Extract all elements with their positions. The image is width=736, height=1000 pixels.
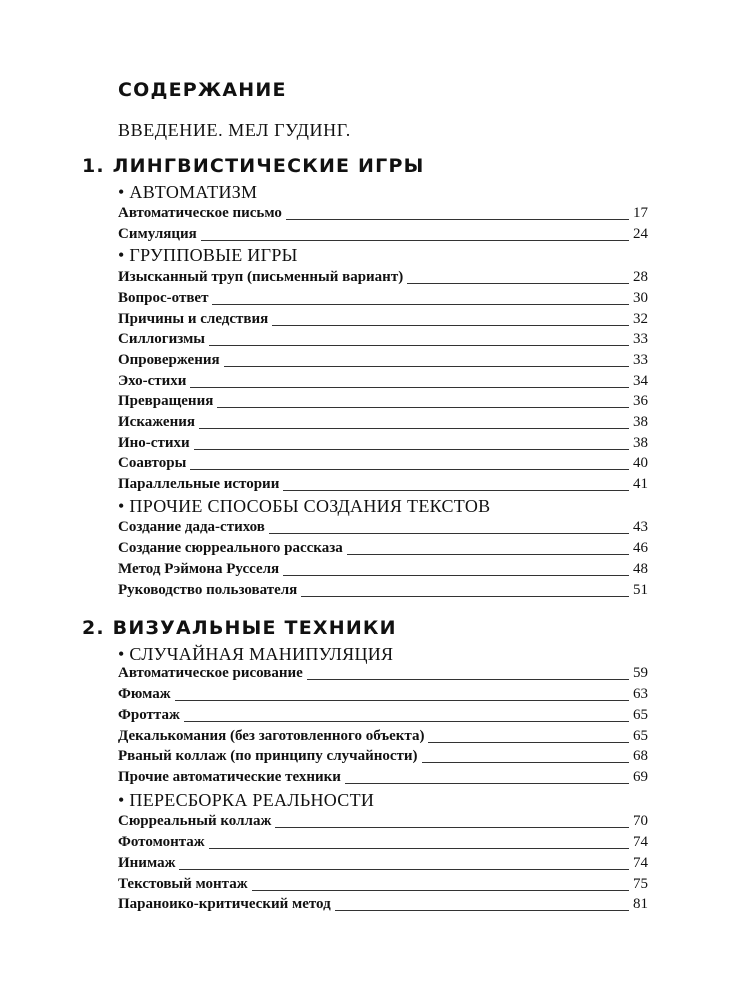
dot-leader bbox=[301, 596, 629, 597]
dot-leader bbox=[407, 283, 629, 284]
entry-label: Параноико-критический метод bbox=[118, 896, 331, 912]
entry-page-number: 65 bbox=[633, 728, 648, 744]
entry-page-number: 41 bbox=[633, 476, 648, 492]
dot-leader bbox=[190, 469, 629, 470]
entry-page-number: 30 bbox=[633, 290, 648, 306]
entry-page-number: 65 bbox=[633, 707, 648, 723]
dot-leader bbox=[428, 742, 629, 743]
dot-leader bbox=[201, 240, 629, 241]
toc-entry bbox=[118, 393, 648, 413]
entry-label: Силлогизмы bbox=[118, 331, 206, 347]
section-title: 2. ВИЗУАЛЬНЫЕ ТЕХНИКИ bbox=[82, 617, 397, 639]
entry-label: Изысканный труп (письменный вариант) bbox=[118, 269, 404, 285]
entry-label: Руководство пользователя bbox=[118, 582, 298, 598]
entry-page-number: 33 bbox=[633, 331, 648, 347]
toc-entry bbox=[118, 686, 648, 706]
toc-entry bbox=[118, 896, 648, 916]
dot-leader bbox=[283, 575, 629, 576]
toc-entry bbox=[118, 435, 648, 455]
entry-page-number: 46 bbox=[633, 540, 648, 556]
entry-label: Фюмаж bbox=[118, 686, 171, 702]
dot-leader bbox=[307, 679, 629, 680]
entry-label: Метод Рэймона Русселя bbox=[118, 561, 280, 577]
entry-page-number: 17 bbox=[633, 205, 648, 221]
dot-leader bbox=[199, 428, 629, 429]
dot-leader bbox=[422, 762, 629, 763]
entry-page-number: 40 bbox=[633, 455, 648, 471]
entry-label: Опровержения bbox=[118, 352, 220, 368]
dot-leader bbox=[217, 407, 629, 408]
toc-entry bbox=[118, 331, 648, 351]
entry-label: Автоматическое письмо bbox=[118, 205, 282, 221]
dot-leader bbox=[190, 387, 629, 388]
toc-entry bbox=[118, 813, 648, 833]
dot-leader bbox=[224, 366, 629, 367]
toc-entry bbox=[118, 582, 648, 602]
toc-entry bbox=[118, 205, 648, 225]
dot-leader bbox=[275, 827, 629, 828]
entry-page-number: 24 bbox=[633, 226, 648, 242]
dot-leader bbox=[179, 869, 629, 870]
dot-leader bbox=[252, 890, 629, 891]
toc-entry bbox=[118, 728, 648, 748]
entry-label: Автоматическое рисование bbox=[118, 665, 303, 681]
entry-label: Вопрос-ответ bbox=[118, 290, 209, 306]
subsection-title: • ПЕРЕСБОРКА РЕАЛЬНОСТИ bbox=[118, 790, 375, 810]
toc-entry bbox=[118, 290, 648, 310]
entry-page-number: 38 bbox=[633, 414, 648, 430]
toc-entry bbox=[118, 748, 648, 768]
section-title: 1. ЛИНГВИСТИЧЕСКИЕ ИГРЫ bbox=[82, 155, 425, 177]
toc-entry bbox=[118, 665, 648, 685]
toc-entry bbox=[118, 519, 648, 539]
toc-entry bbox=[118, 855, 648, 875]
subsection-title: • АВТОМАТИЗМ bbox=[118, 182, 258, 202]
entry-page-number: 51 bbox=[633, 582, 648, 598]
entry-page-number: 38 bbox=[633, 435, 648, 451]
dot-leader bbox=[184, 721, 629, 722]
toc-entry bbox=[118, 373, 648, 393]
entry-page-number: 33 bbox=[633, 352, 648, 368]
entry-label: Создание сюрреального рассказа bbox=[118, 540, 343, 556]
entry-page-number: 81 bbox=[633, 896, 648, 912]
entry-label: Создание дада-стихов bbox=[118, 519, 265, 535]
entry-page-number: 63 bbox=[633, 686, 648, 702]
dot-leader bbox=[209, 848, 629, 849]
dot-leader bbox=[347, 554, 629, 555]
entry-page-number: 70 bbox=[633, 813, 648, 829]
toc-entry bbox=[118, 269, 648, 289]
toc-entry bbox=[118, 352, 648, 372]
entry-page-number: 68 bbox=[633, 748, 648, 764]
entry-label: Фроттаж bbox=[118, 707, 180, 723]
toc-entry bbox=[118, 540, 648, 560]
toc-entry bbox=[118, 455, 648, 475]
entry-label: Рваный коллаж (по принципу случайности) bbox=[118, 748, 418, 764]
entry-page-number: 34 bbox=[633, 373, 648, 389]
toc-entry bbox=[118, 476, 648, 496]
entry-label: Соавторы bbox=[118, 455, 187, 471]
entry-page-number: 36 bbox=[633, 393, 648, 409]
toc-entry bbox=[118, 707, 648, 727]
dot-leader bbox=[212, 304, 629, 305]
entry-page-number: 75 bbox=[633, 876, 648, 892]
toc-entry bbox=[118, 561, 648, 581]
subsection-title: • СЛУЧАЙНАЯ МАНИПУЛЯЦИЯ bbox=[118, 644, 394, 664]
dot-leader bbox=[335, 910, 629, 911]
entry-page-number: 43 bbox=[633, 519, 648, 535]
entry-label: Фотомонтаж bbox=[118, 834, 205, 850]
entry-label: Инимаж bbox=[118, 855, 176, 871]
toc-entry bbox=[118, 414, 648, 434]
entry-label: Превращения bbox=[118, 393, 214, 409]
entry-page-number: 32 bbox=[633, 311, 648, 327]
entry-label: Параллельные истории bbox=[118, 476, 280, 492]
toc-entry bbox=[118, 226, 648, 246]
subsection-title: • ПРОЧИЕ СПОСОБЫ СОЗДАНИЯ ТЕКСТОВ bbox=[118, 496, 491, 516]
dot-leader bbox=[194, 449, 629, 450]
entry-page-number: 28 bbox=[633, 269, 648, 285]
entry-label: Эхо-стихи bbox=[118, 373, 187, 389]
entry-label: Сюрреальный коллаж bbox=[118, 813, 272, 829]
toc-entry bbox=[118, 834, 648, 854]
entry-page-number: 59 bbox=[633, 665, 648, 681]
entry-page-number: 69 bbox=[633, 769, 648, 785]
dot-leader bbox=[269, 533, 629, 534]
entry-page-number: 74 bbox=[633, 834, 648, 850]
dot-leader bbox=[283, 490, 629, 491]
entry-label: Причины и следствия bbox=[118, 311, 269, 327]
toc-entry bbox=[118, 876, 648, 896]
entry-page-number: 48 bbox=[633, 561, 648, 577]
dot-leader bbox=[272, 325, 629, 326]
entry-label: Декалькомания (без заготовленного объекта) bbox=[118, 728, 425, 744]
subsection-title: • ГРУППОВЫЕ ИГРЫ bbox=[118, 245, 298, 265]
intro-heading: ВВЕДЕНИЕ. МЕЛ ГУДИНГ. bbox=[118, 120, 351, 140]
dot-leader bbox=[175, 700, 629, 701]
dot-leader bbox=[286, 219, 629, 220]
dot-leader bbox=[209, 345, 629, 346]
entry-page-number: 74 bbox=[633, 855, 648, 871]
entry-label: Симуляция bbox=[118, 226, 197, 242]
page-title: СОДЕРЖАНИЕ bbox=[118, 79, 287, 101]
entry-label: Прочие автоматические техники bbox=[118, 769, 341, 785]
entry-label: Текстовый монтаж bbox=[118, 876, 248, 892]
entry-label: Ино-стихи bbox=[118, 435, 190, 451]
entry-label: Искажения bbox=[118, 414, 195, 430]
toc-entry bbox=[118, 311, 648, 331]
toc-entry bbox=[118, 769, 648, 789]
dot-leader bbox=[345, 783, 629, 784]
